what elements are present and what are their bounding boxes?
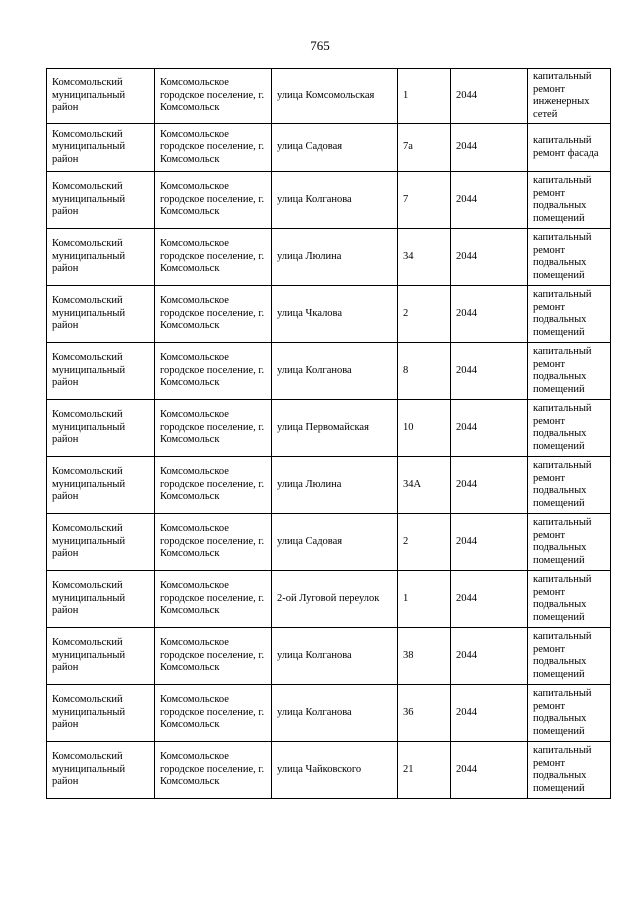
house-number-cell: 2 [398, 514, 451, 571]
year-cell: 2044 [451, 124, 528, 172]
year-cell: 2044 [451, 286, 528, 343]
house-number-cell: 1 [398, 571, 451, 628]
table-row [47, 742, 611, 799]
repair-schedule-table [46, 68, 611, 799]
work-type-cell: капитальный ремонт подвальных помещений [528, 628, 611, 685]
district-cell: Комсомольский муниципальный район [47, 172, 155, 229]
work-type-cell: капитальный ремонт подвальных помещений [528, 400, 611, 457]
house-number-cell: 38 [398, 628, 451, 685]
year-cell: 2044 [451, 571, 528, 628]
street-cell: улица Садовая [272, 124, 398, 172]
street-cell: 2-ой Луговой переулок [272, 571, 398, 628]
work-type-cell: капитальный ремонт подвальных помещений [528, 685, 611, 742]
district-cell: Комсомольский муниципальный район [47, 742, 155, 799]
table-row [47, 457, 611, 514]
year-cell: 2044 [451, 69, 528, 124]
table-row [47, 229, 611, 286]
street-cell: улица Люлина [272, 457, 398, 514]
year-cell: 2044 [451, 229, 528, 286]
year-cell: 2044 [451, 400, 528, 457]
house-number-cell: 10 [398, 400, 451, 457]
work-type-cell: капитальный ремонт подвальных помещений [528, 172, 611, 229]
work-type-cell: капитальный ремонт подвальных помещений [528, 286, 611, 343]
work-type-cell: капитальный ремонт подвальных помещений [528, 343, 611, 400]
house-number-cell: 34 [398, 229, 451, 286]
district-cell: Комсомольский муниципальный район [47, 229, 155, 286]
district-cell: Комсомольский муниципальный район [47, 343, 155, 400]
settlement-cell: Комсомольское городское поселение, г. Комсомольск [155, 571, 272, 628]
table-row [47, 286, 611, 343]
settlement-cell: Комсомольское городское поселение, г. Комсомольск [155, 286, 272, 343]
year-cell: 2044 [451, 742, 528, 799]
settlement-cell: Комсомольское городское поселение, г. Комсомольск [155, 628, 272, 685]
work-type-cell: капитальный ремонт подвальных помещений [528, 229, 611, 286]
district-cell: Комсомольский муниципальный район [47, 685, 155, 742]
house-number-cell: 21 [398, 742, 451, 799]
table-row [47, 571, 611, 628]
settlement-cell: Комсомольское городское поселение, г. Комсомольск [155, 514, 272, 571]
table-body [47, 69, 611, 799]
house-number-cell: 7 [398, 172, 451, 229]
settlement-cell: Комсомольское городское поселение, г. Комсомольск [155, 69, 272, 124]
table-row [47, 124, 611, 172]
street-cell: улица Колганова [272, 628, 398, 685]
year-cell: 2044 [451, 685, 528, 742]
house-number-cell: 36 [398, 685, 451, 742]
settlement-cell: Комсомольское городское поселение, г. Комсомольск [155, 124, 272, 172]
house-number-cell: 34А [398, 457, 451, 514]
street-cell: улица Колганова [272, 172, 398, 229]
work-type-cell: капитальный ремонт фасада [528, 124, 611, 172]
district-cell: Комсомольский муниципальный район [47, 514, 155, 571]
year-cell: 2044 [451, 514, 528, 571]
house-number-cell: 2 [398, 286, 451, 343]
table-row [47, 343, 611, 400]
street-cell: улица Садовая [272, 514, 398, 571]
year-cell: 2044 [451, 343, 528, 400]
district-cell: Комсомольский муниципальный район [47, 628, 155, 685]
district-cell: Комсомольский муниципальный район [47, 69, 155, 124]
house-number-cell: 7а [398, 124, 451, 172]
district-cell: Комсомольский муниципальный район [47, 457, 155, 514]
year-cell: 2044 [451, 628, 528, 685]
street-cell: улица Комсомольская [272, 69, 398, 124]
street-cell: улица Колганова [272, 685, 398, 742]
house-number-cell: 8 [398, 343, 451, 400]
district-cell: Комсомольский муниципальный район [47, 400, 155, 457]
table-row [47, 685, 611, 742]
settlement-cell: Комсомольское городское поселение, г. Комсомольск [155, 229, 272, 286]
table-row [47, 172, 611, 229]
house-number-cell: 1 [398, 69, 451, 124]
street-cell: улица Первомайская [272, 400, 398, 457]
work-type-cell: капитальный ремонт подвальных помещений [528, 457, 611, 514]
district-cell: Комсомольский муниципальный район [47, 286, 155, 343]
street-cell: улица Люлина [272, 229, 398, 286]
table-row [47, 400, 611, 457]
settlement-cell: Комсомольское городское поселение, г. Комсомольск [155, 172, 272, 229]
table-row [47, 628, 611, 685]
work-type-cell: капитальный ремонт подвальных помещений [528, 742, 611, 799]
settlement-cell: Комсомольское городское поселение, г. Комсомольск [155, 685, 272, 742]
year-cell: 2044 [451, 457, 528, 514]
settlement-cell: Комсомольское городское поселение, г. Комсомольск [155, 742, 272, 799]
street-cell: улица Колганова [272, 343, 398, 400]
work-type-cell: капитальный ремонт подвальных помещений [528, 514, 611, 571]
street-cell: улица Чайковского [272, 742, 398, 799]
page-number: 765 [310, 38, 330, 53]
district-cell: Комсомольский муниципальный район [47, 124, 155, 172]
year-cell: 2044 [451, 172, 528, 229]
table-row [47, 514, 611, 571]
table-row [47, 69, 611, 124]
work-type-cell: капитальный ремонт инженерных сетей [528, 69, 611, 124]
district-cell: Комсомольский муниципальный район [47, 571, 155, 628]
settlement-cell: Комсомольское городское поселение, г. Комсомольск [155, 457, 272, 514]
settlement-cell: Комсомольское городское поселение, г. Комсомольск [155, 343, 272, 400]
work-type-cell: капитальный ремонт подвальных помещений [528, 571, 611, 628]
settlement-cell: Комсомольское городское поселение, г. Комсомольск [155, 400, 272, 457]
street-cell: улица Чкалова [272, 286, 398, 343]
